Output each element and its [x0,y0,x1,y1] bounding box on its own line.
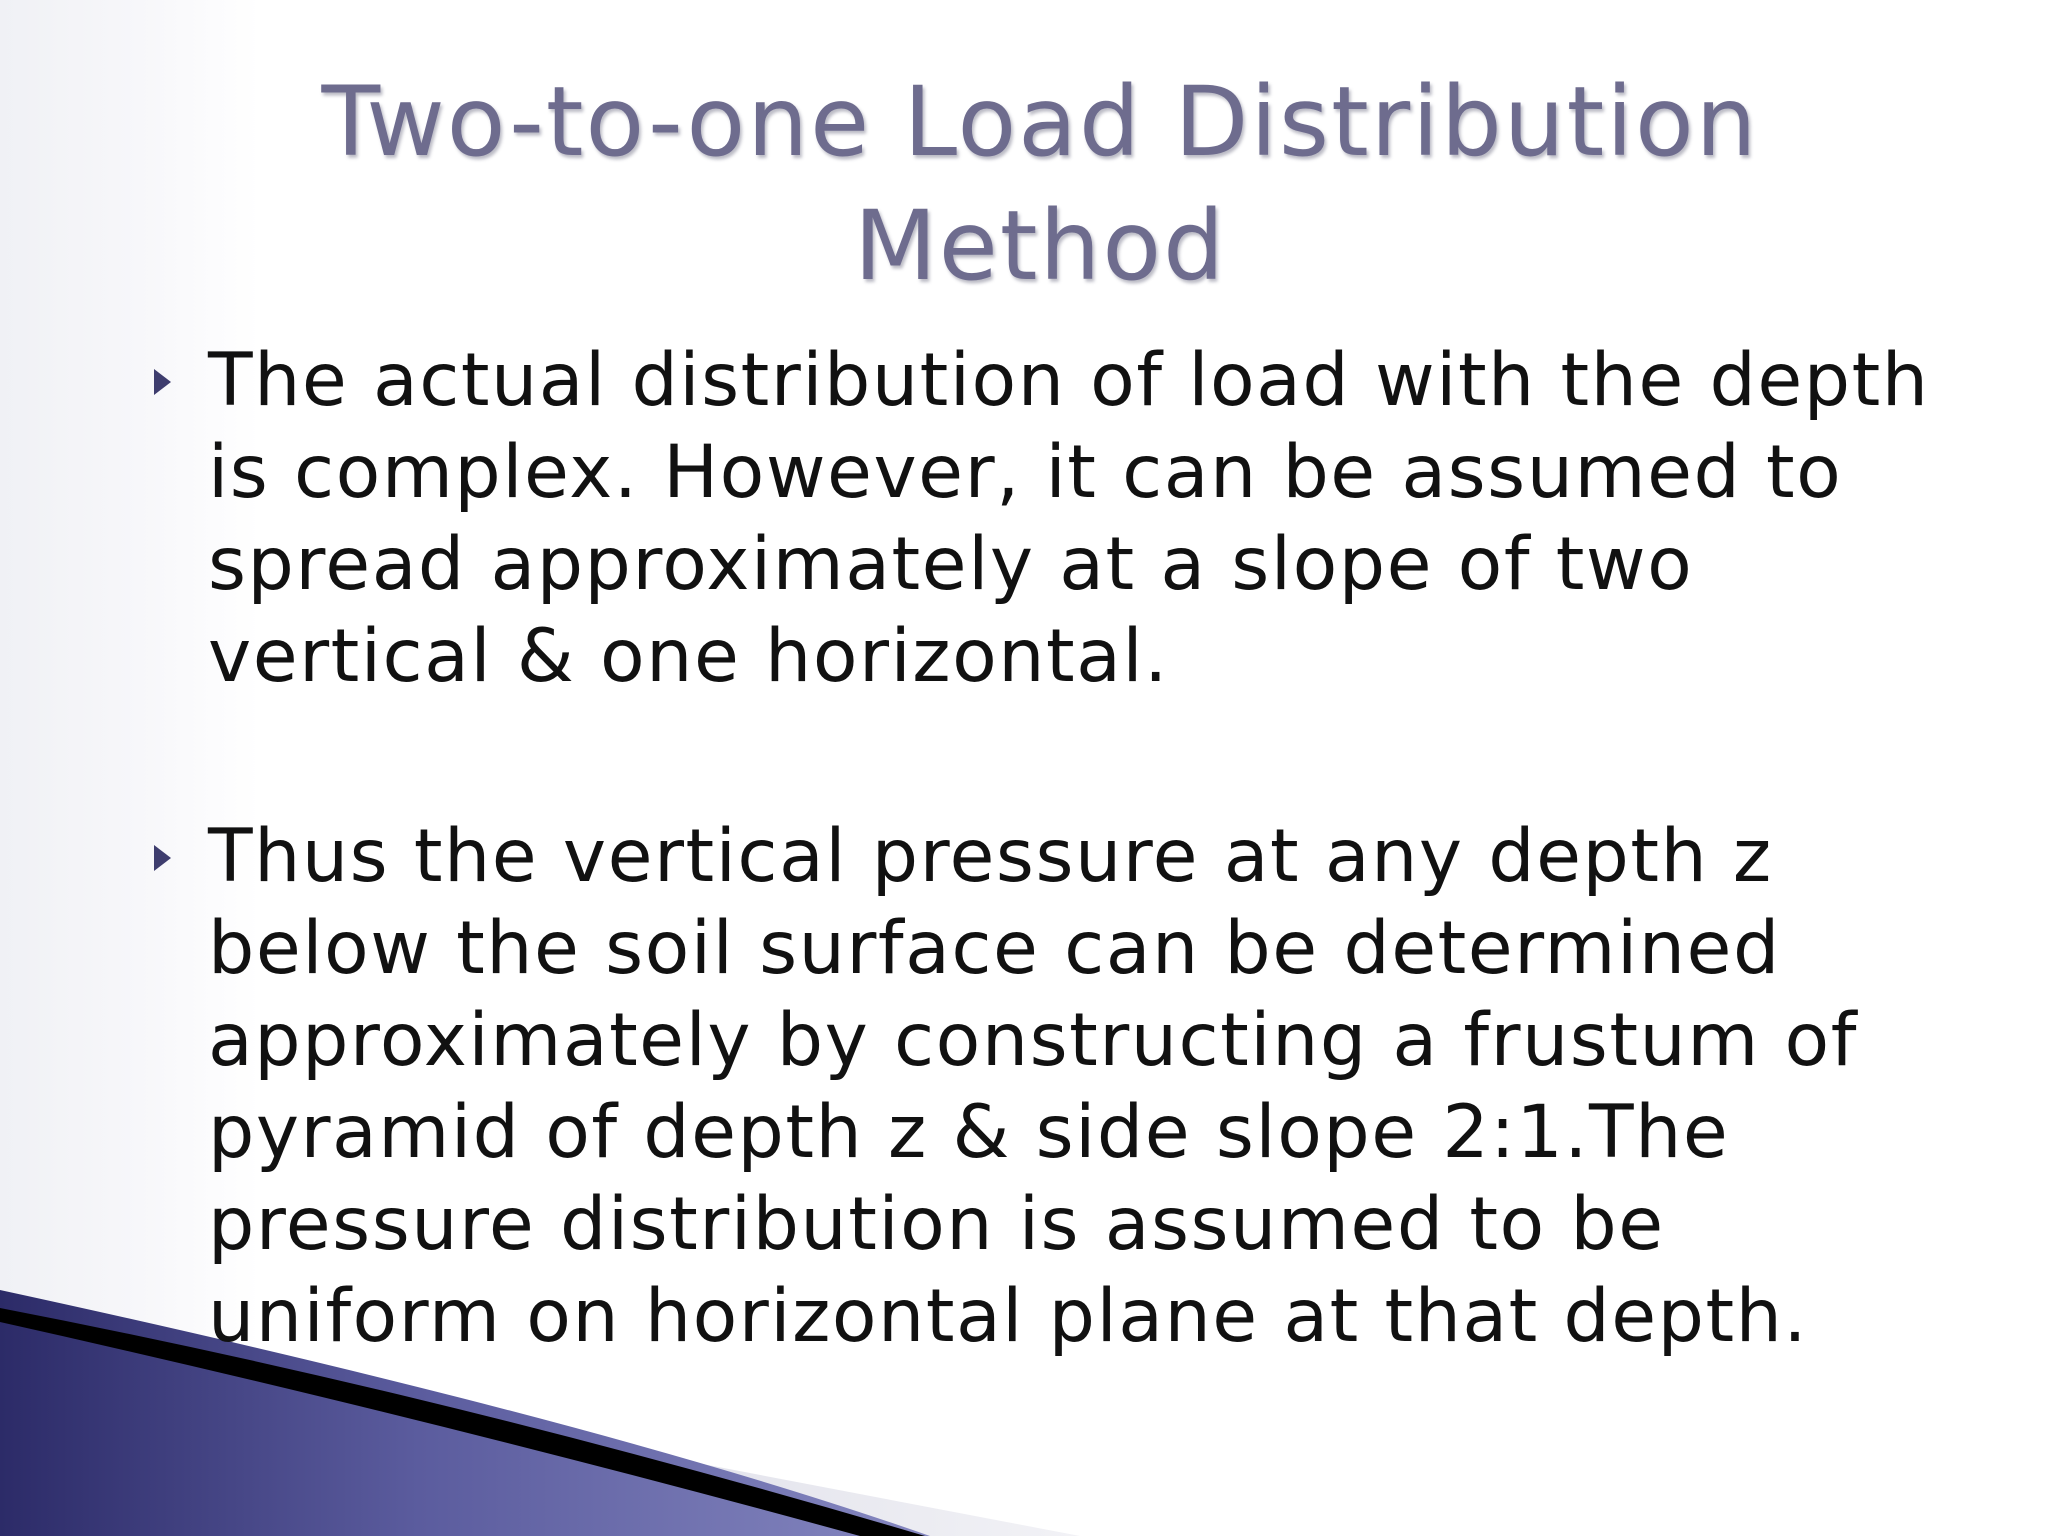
bullet-item [140,811,1940,1363]
triangle-right-icon [154,369,171,395]
bullet-list [140,335,1940,1363]
slide-title: Two-to-one Load Distribution Method [321,66,1759,302]
triangle-right-icon [154,845,171,871]
bullet-item [140,335,1940,703]
bullet-text: The actual distribution of load with the depth is complex. However, it can be assumed to spread approximately at a slope of two vertical & one horizontal. [208,338,1930,699]
bullet-text: Thus the vertical pressure at any depth z below the soil surface can be determined approximately by constructing a frustum of pyramid of depth z & side slope 2:1.The pressure distribution is assumed to be uniform on horizontal plane at that depth. [208,814,1858,1359]
